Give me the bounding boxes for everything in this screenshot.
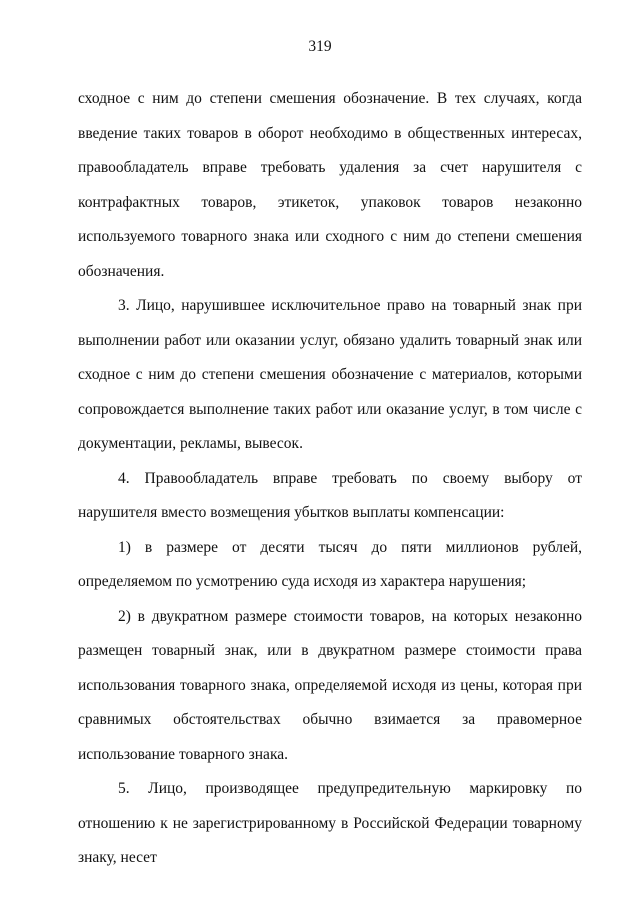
paragraph-item-4: 4. Правообладатель вправе требовать по своему выбору от нарушителя вместо возмещения убытков выплаты компенсации: bbox=[78, 469, 582, 521]
document-body bbox=[78, 82, 582, 876]
paragraph-subitem-1: 1) в размере от десяти тысяч до пяти миллионов рублей, определяемом по усмотрению суда исходя из характера нарушения; bbox=[78, 538, 582, 590]
paragraph-item-3: 3. Лицо, нарушившее исключительное право на товарный знак при выполнении работ или оказании услуг, обязано удалить товарный знак или сходное с ним до степени смешения обозначение с материалов, которыми сопровождается выполнение таких работ или оказание услуг, в том числе с документации, рекламы, вывесок. bbox=[78, 297, 582, 452]
paragraph-subitem-2: 2) в двукратном размере стоимости товаров, на которых незаконно размещен товарный знак, или в двукратном размере стоимости права использования товарного знака, определяемой исходя из цены, которая при сравнимых обстоятельствах обычно взимается за правомерное использование товарного знака. bbox=[78, 607, 582, 763]
paragraph-continuation: сходное с ним до степени смешения обозначение. В тех случаях, когда введение таких товаров в оборот необходимо в общественных интересах, правообладатель вправе требовать удаления за счет нарушителя с контрафактных товаров, этикеток, упаковок товаров незаконно используемого товарного знака или сходного с ним до степени смешения обозначения. bbox=[78, 90, 582, 280]
paragraph-item-5: 5. Лицо, производящее предупредительную маркировку по отношению к не зарегистрированному в Российской Федерации товарному знаку, несет bbox=[78, 780, 582, 866]
page-number: 319 bbox=[308, 38, 332, 55]
